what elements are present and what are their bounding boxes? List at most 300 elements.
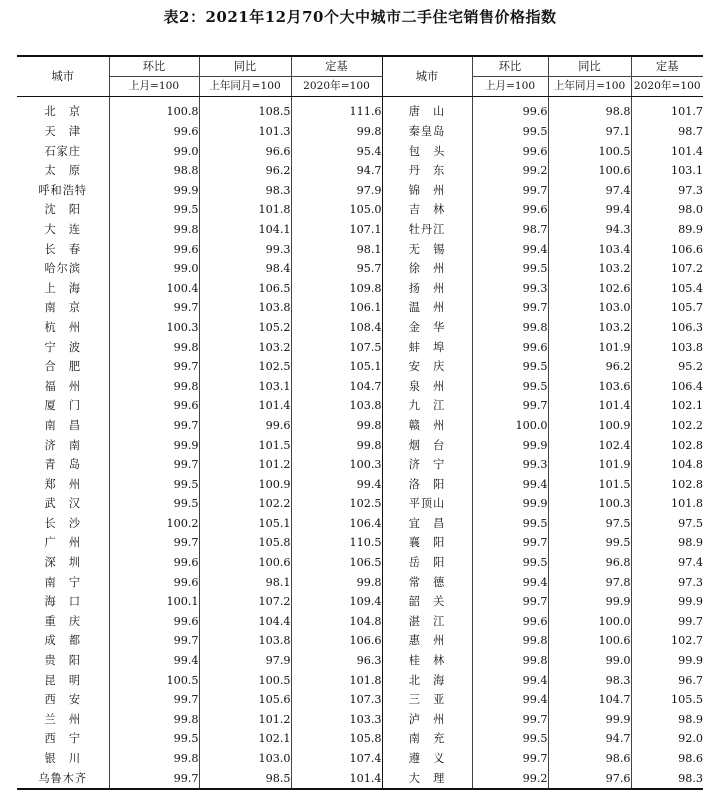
city-name: 南 充: [382, 729, 472, 749]
mom-value: 99.6: [109, 240, 199, 260]
city-name: 洛 阳: [382, 475, 472, 495]
mom-value: 99.7: [472, 533, 548, 553]
base-value: 104.8: [631, 455, 703, 475]
base-value: 107.3: [291, 690, 382, 710]
base-value: 105.0: [291, 200, 382, 220]
table-row: [17, 494, 703, 514]
base-value: 106.3: [631, 318, 703, 338]
base-column-header: 定基: [291, 56, 382, 77]
mom-value: 99.5: [472, 259, 548, 279]
base-value: 94.7: [291, 161, 382, 181]
table-row: [17, 161, 703, 181]
mom-value: 99.3: [472, 455, 548, 475]
yoy-value: 100.9: [199, 475, 291, 495]
base-value: 101.8: [291, 671, 382, 691]
yoy-value: 99.4: [548, 200, 631, 220]
base-value: 104.7: [291, 377, 382, 397]
city-column-header-right: 城市: [382, 56, 472, 97]
table-row: [17, 455, 703, 475]
base-value: 95.2: [631, 357, 703, 377]
base-value: 99.8: [291, 573, 382, 593]
table-row: [17, 298, 703, 318]
city-name: 乌鲁木齐: [17, 769, 109, 790]
city-name: 北 京: [44, 105, 82, 118]
yoy-value: 98.1: [199, 573, 291, 593]
mom-column-header-right: 环比: [472, 56, 548, 77]
table-row: [17, 338, 703, 358]
base-value: 98.9: [631, 710, 703, 730]
table-body: [17, 97, 703, 790]
table-row: [17, 533, 703, 553]
yoy-value: 101.9: [548, 455, 631, 475]
base-value: 107.5: [291, 338, 382, 358]
yoy-value: 100.5: [199, 671, 291, 691]
mom-value: 99.6: [109, 573, 199, 593]
city-name: 襄 阳: [382, 533, 472, 553]
city-name: 青 岛: [44, 458, 82, 472]
base-value: 104.8: [291, 612, 382, 632]
mom-value: 99.7: [109, 690, 199, 710]
table-row: [17, 279, 703, 299]
city-name: 烟 台: [382, 436, 472, 456]
city-name: 常 德: [382, 573, 472, 593]
city-name: 宁 波: [44, 340, 82, 354]
city-name: 北 海: [382, 671, 472, 691]
mom-value: 99.5: [472, 357, 548, 377]
base-value: 103.1: [631, 161, 703, 181]
city-name: 无 锡: [382, 240, 472, 260]
yoy-value: 101.4: [548, 396, 631, 416]
mom-value: 99.8: [109, 220, 199, 240]
table-row: [17, 122, 703, 142]
yoy-value: 105.8: [199, 533, 291, 553]
city-name: 济 宁: [382, 455, 472, 475]
base-value: 106.6: [291, 631, 382, 651]
city-name: 安 庆: [382, 357, 472, 377]
table-row: [17, 200, 703, 220]
base-value: 103.8: [291, 396, 382, 416]
city-name: 遵 义: [382, 749, 472, 769]
mom-value: 99.7: [472, 749, 548, 769]
yoy-value: 96.6: [199, 142, 291, 162]
city-name: 泸 州: [382, 710, 472, 730]
yoy-value: 101.4: [199, 396, 291, 416]
base-value: 105.5: [631, 690, 703, 710]
city-name: 银 川: [44, 752, 82, 765]
table-row: [17, 181, 703, 201]
city-name: 吉 林: [382, 200, 472, 220]
table-row: [17, 710, 703, 730]
mom-value: 99.7: [472, 592, 548, 612]
base-value: 109.8: [291, 279, 382, 299]
table-row: [17, 259, 703, 279]
yoy-value: 101.5: [548, 475, 631, 495]
yoy-column-header: 同比: [199, 56, 291, 77]
base-value: 101.8: [631, 494, 703, 514]
mom-value: 98.8: [109, 161, 199, 181]
city-name: 温 州: [382, 298, 472, 318]
city-name: 武 汉: [44, 497, 82, 511]
base-value: 99.7: [631, 612, 703, 632]
base-value: 107.1: [291, 220, 382, 240]
table-row: [17, 729, 703, 749]
mom-value: 99.7: [109, 631, 199, 651]
yoy-subheader: 上年同月=100: [199, 77, 291, 97]
yoy-value: 101.2: [199, 710, 291, 730]
yoy-value: 96.2: [548, 357, 631, 377]
city-name: 南 宁: [44, 575, 82, 589]
table-row: [17, 749, 703, 769]
yoy-value: 97.4: [548, 181, 631, 201]
mom-value: 99.6: [472, 338, 548, 358]
city-name: 岳 阳: [382, 553, 472, 573]
yoy-value: 100.6: [199, 553, 291, 573]
yoy-value: 105.1: [199, 514, 291, 534]
yoy-value: 105.2: [199, 318, 291, 338]
yoy-value: 100.9: [548, 416, 631, 436]
yoy-value: 104.4: [199, 612, 291, 632]
mom-value: 99.4: [472, 573, 548, 593]
base-value: 111.6: [291, 97, 382, 123]
city-name: 蚌 埠: [382, 338, 472, 358]
mom-value: 99.8: [472, 631, 548, 651]
base-value: 101.4: [631, 142, 703, 162]
mom-value: 99.4: [472, 690, 548, 710]
mom-value: 99.9: [109, 181, 199, 201]
city-name: 太 原: [44, 164, 82, 178]
mom-value: 99.5: [472, 377, 548, 397]
city-name: 泉 州: [382, 377, 472, 397]
base-value: 100.3: [291, 455, 382, 475]
mom-value: 99.5: [472, 514, 548, 534]
city-name: 赣 州: [382, 416, 472, 436]
city-name: 锦 州: [382, 181, 472, 201]
base-value: 97.9: [291, 181, 382, 201]
yoy-value: 97.1: [548, 122, 631, 142]
city-name: 长 春: [44, 242, 82, 256]
mom-value: 99.6: [472, 142, 548, 162]
table-row: [17, 377, 703, 397]
base-value: 103.3: [291, 710, 382, 730]
yoy-value: 102.5: [199, 357, 291, 377]
mom-value: 99.4: [472, 475, 548, 495]
mom-value: 99.4: [472, 240, 548, 260]
city-name: 唐 山: [382, 97, 472, 123]
yoy-value: 99.0: [548, 651, 631, 671]
base-value: 106.1: [291, 298, 382, 318]
yoy-value: 102.2: [199, 494, 291, 514]
yoy-value: 94.3: [548, 220, 631, 240]
yoy-value: 97.6: [548, 769, 631, 790]
yoy-value: 103.1: [199, 377, 291, 397]
base-value: 96.7: [631, 671, 703, 691]
city-name: 大 连: [44, 222, 82, 236]
base-value: 89.9: [631, 220, 703, 240]
mom-value: 99.7: [109, 769, 199, 790]
base-value: 97.4: [631, 553, 703, 573]
city-name: 合 肥: [44, 360, 82, 374]
mom-value: 99.8: [109, 338, 199, 358]
base-value: 98.3: [631, 769, 703, 790]
yoy-value: 102.1: [199, 729, 291, 749]
yoy-value: 101.2: [199, 455, 291, 475]
table-row: [17, 690, 703, 710]
yoy-value: 98.3: [199, 181, 291, 201]
yoy-value: 98.5: [199, 769, 291, 790]
mom-value: 99.7: [109, 298, 199, 318]
base-value: 103.8: [631, 338, 703, 358]
base-value: 98.7: [631, 122, 703, 142]
yoy-value: 99.5: [548, 533, 631, 553]
mom-value: 99.8: [109, 710, 199, 730]
base-value: 105.1: [291, 357, 382, 377]
city-name: 成 都: [44, 634, 82, 648]
yoy-value: 103.0: [548, 298, 631, 318]
city-name: 秦皇岛: [382, 122, 472, 142]
table-row: [17, 612, 703, 632]
yoy-value: 105.6: [199, 690, 291, 710]
table-row: [17, 357, 703, 377]
table-row: [17, 142, 703, 162]
yoy-value: 99.9: [548, 710, 631, 730]
yoy-value: 101.9: [548, 338, 631, 358]
base-value: 99.4: [291, 475, 382, 495]
city-name: 长 沙: [44, 516, 82, 530]
base-value: 99.8: [291, 436, 382, 456]
table-row: [17, 436, 703, 456]
mom-value: 99.4: [109, 651, 199, 671]
yoy-value: 97.9: [199, 651, 291, 671]
mom-value: 99.7: [472, 710, 548, 730]
base-value: 101.7: [631, 97, 703, 123]
mom-subheader-right: 上月=100: [472, 77, 548, 97]
mom-value: 99.0: [109, 259, 199, 279]
base-value: 102.7: [631, 631, 703, 651]
mom-value: 99.5: [109, 729, 199, 749]
mom-value: 99.8: [472, 318, 548, 338]
price-index-table: [17, 55, 703, 790]
mom-value: 99.7: [472, 181, 548, 201]
mom-value: 99.7: [472, 396, 548, 416]
yoy-value: 104.7: [548, 690, 631, 710]
base-value: 96.3: [291, 651, 382, 671]
base-value: 106.6: [631, 240, 703, 260]
yoy-value: 103.4: [548, 240, 631, 260]
mom-value: 99.8: [109, 749, 199, 769]
city-name: 海 口: [44, 595, 82, 609]
base-value: 98.6: [631, 749, 703, 769]
mom-value: 99.8: [472, 651, 548, 671]
yoy-value: 100.3: [548, 494, 631, 514]
mom-value: 99.6: [472, 200, 548, 220]
mom-value: 99.4: [472, 671, 548, 691]
base-value: 97.3: [631, 181, 703, 201]
mom-value: 99.7: [109, 416, 199, 436]
mom-value: 99.3: [472, 279, 548, 299]
yoy-column-header-right: 同比: [548, 56, 631, 77]
base-value: 102.5: [291, 494, 382, 514]
city-name: 牡丹江: [382, 220, 472, 240]
base-value: 105.4: [631, 279, 703, 299]
mom-value: 100.3: [109, 318, 199, 338]
base-value: 110.5: [291, 533, 382, 553]
base-value: 102.2: [631, 416, 703, 436]
city-name: 平顶山: [382, 494, 472, 514]
base-value: 92.0: [631, 729, 703, 749]
city-name: 广 州: [44, 536, 82, 550]
base-value: 97.3: [631, 573, 703, 593]
mom-value: 100.5: [109, 671, 199, 691]
base-value: 109.4: [291, 592, 382, 612]
yoy-value: 102.4: [548, 436, 631, 456]
yoy-value: 103.6: [548, 377, 631, 397]
base-value: 106.4: [631, 377, 703, 397]
base-value: 105.8: [291, 729, 382, 749]
base-value: 97.5: [631, 514, 703, 534]
city-name: 呼和浩特: [38, 183, 88, 197]
mom-value: 99.8: [109, 377, 199, 397]
yoy-value: 99.3: [199, 240, 291, 260]
base-value: 98.9: [631, 533, 703, 553]
table-row: [17, 220, 703, 240]
mom-value: 99.9: [109, 436, 199, 456]
mom-value: 99.7: [109, 357, 199, 377]
base-value: 101.4: [291, 769, 382, 790]
city-name: 郑 州: [44, 477, 82, 491]
city-name: 宜 昌: [382, 514, 472, 534]
table-row: [17, 318, 703, 338]
yoy-value: 106.5: [199, 279, 291, 299]
mom-value: 98.7: [472, 220, 548, 240]
base-value: 107.4: [291, 749, 382, 769]
yoy-subheader-right: 上年同月=100: [548, 77, 631, 97]
base-value: 95.7: [291, 259, 382, 279]
base-value: 95.4: [291, 142, 382, 162]
yoy-value: 103.2: [199, 338, 291, 358]
city-name: 石家庄: [44, 144, 82, 158]
city-name: 杭 州: [44, 320, 82, 334]
mom-value: 99.0: [109, 142, 199, 162]
city-name: 丹 东: [382, 161, 472, 181]
base-subheader: 2020年=100: [291, 77, 382, 97]
mom-value: 99.5: [109, 475, 199, 495]
city-name: 桂 林: [382, 651, 472, 671]
yoy-value: 103.2: [548, 259, 631, 279]
base-value: 102.8: [631, 436, 703, 456]
city-name: 南 昌: [44, 418, 82, 432]
city-name: 天 津: [44, 125, 82, 138]
city-name: 韶 关: [382, 592, 472, 612]
city-column-header: 城市: [17, 56, 109, 97]
yoy-value: 108.5: [199, 97, 291, 123]
city-name: 湛 江: [382, 612, 472, 632]
mom-value: 100.1: [109, 592, 199, 612]
table-row: [17, 97, 703, 123]
yoy-value: 98.6: [548, 749, 631, 769]
city-name: 重 庆: [44, 614, 82, 628]
base-value: 106.5: [291, 553, 382, 573]
base-value: 99.9: [631, 651, 703, 671]
city-name: 深 圳: [44, 556, 82, 570]
table-row: [17, 651, 703, 671]
yoy-value: 96.8: [548, 553, 631, 573]
yoy-value: 103.0: [199, 749, 291, 769]
table-row: [17, 240, 703, 260]
city-name: 昆 明: [44, 673, 82, 687]
table-row: [17, 573, 703, 593]
table-row: [17, 769, 703, 790]
yoy-value: 100.5: [548, 142, 631, 162]
yoy-value: 99.9: [548, 592, 631, 612]
city-name: 大 理: [382, 769, 472, 790]
city-name: 扬 州: [382, 279, 472, 299]
base-value: 99.9: [631, 592, 703, 612]
yoy-value: 94.7: [548, 729, 631, 749]
city-name: 三 亚: [382, 690, 472, 710]
mom-value: 99.6: [109, 553, 199, 573]
yoy-value: 102.6: [548, 279, 631, 299]
mom-value: 100.0: [472, 416, 548, 436]
table-row: [17, 631, 703, 651]
mom-value: 99.5: [472, 553, 548, 573]
city-name: 济 南: [44, 438, 82, 452]
mom-value: 99.6: [109, 122, 199, 142]
yoy-value: 97.8: [548, 573, 631, 593]
mom-value: 99.6: [109, 612, 199, 632]
mom-value: 99.5: [109, 200, 199, 220]
base-value: 106.4: [291, 514, 382, 534]
mom-value: 99.6: [109, 396, 199, 416]
table-row: [17, 475, 703, 495]
mom-value: 99.7: [109, 533, 199, 553]
city-name: 徐 州: [382, 259, 472, 279]
mom-value: 99.6: [472, 612, 548, 632]
mom-subheader: 上月=100: [109, 77, 199, 97]
city-name: 西 安: [44, 693, 82, 707]
yoy-value: 103.8: [199, 298, 291, 318]
mom-value: 99.5: [472, 122, 548, 142]
mom-value: 100.8: [109, 97, 199, 123]
city-name: 福 州: [44, 379, 82, 393]
city-name: 沈 阳: [44, 203, 82, 217]
yoy-value: 107.2: [199, 592, 291, 612]
yoy-value: 96.2: [199, 161, 291, 181]
mom-value: 99.9: [472, 436, 548, 456]
city-name: 厦 门: [44, 399, 82, 413]
city-name: 上 海: [44, 281, 82, 295]
base-value: 98.1: [291, 240, 382, 260]
mom-value: 99.7: [472, 298, 548, 318]
city-name: 金 华: [382, 318, 472, 338]
yoy-value: 103.2: [548, 318, 631, 338]
base-value: 99.8: [291, 122, 382, 142]
mom-value: 99.5: [109, 494, 199, 514]
table-row: [17, 416, 703, 436]
city-name: 哈尔滨: [44, 262, 82, 276]
base-value: 107.2: [631, 259, 703, 279]
base-column-header-right: 定基: [631, 56, 703, 77]
yoy-value: 100.6: [548, 161, 631, 181]
mom-value: 99.7: [109, 455, 199, 475]
mom-value: 100.4: [109, 279, 199, 299]
yoy-value: 101.3: [199, 122, 291, 142]
table-row: [17, 514, 703, 534]
base-value: 102.1: [631, 396, 703, 416]
yoy-value: 103.8: [199, 631, 291, 651]
city-name: 九 江: [382, 396, 472, 416]
yoy-value: 99.6: [199, 416, 291, 436]
base-value: 108.4: [291, 318, 382, 338]
